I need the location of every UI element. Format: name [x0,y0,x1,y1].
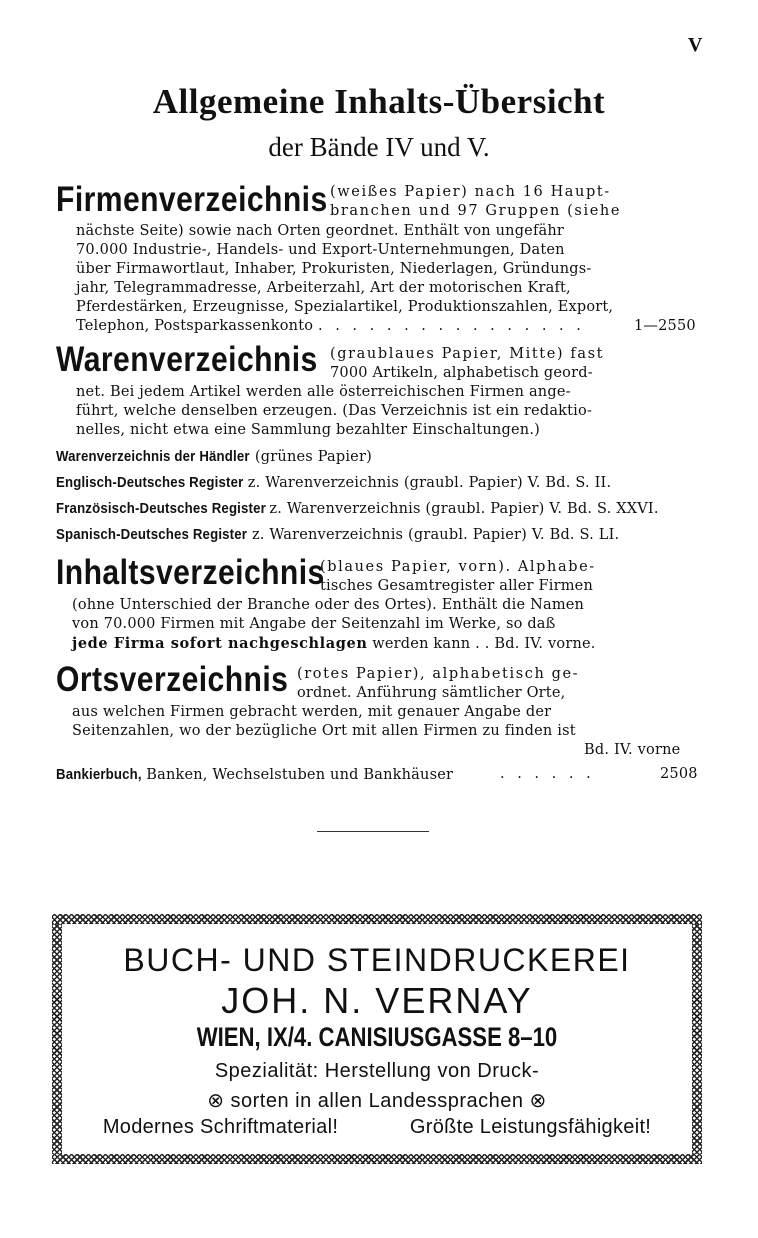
ortsverzeichnis-line: (rotes Papier), alphabetisch ge- [297,666,580,682]
ad-line: BUCH- UND STEINDRUCKEREI [123,942,631,978]
bankierbuch-dots: . . . . . . [500,766,595,782]
warenverzeichnis-line: nelles, nicht etwa eine Sammlung bezahlter Einschaltungen.) [76,422,540,438]
entry-row [56,525,619,545]
bankierbuch-pages: 2508 [660,766,698,782]
ortsverzeichnis-heading: Ortsverzeichnis [56,660,289,699]
entry-detail: z. Warenverzeichnis (graubl. Papier) V. Bd. S. II. [242,475,612,491]
ad-line: JOH. N. VERNAY [221,980,533,1021]
firmenverzeichnis-line: (weißes Papier) nach 16 Haupt- [330,184,611,200]
warenverzeichnis-line: 7000 Artikeln, alphabetisch geord- [330,365,593,381]
ad-line: Spezialität: Herstellung von Druck- [214,1060,540,1082]
page-subtitle: der Bände IV und V. [268,132,490,162]
entry-title: Englisch-Deutsches Register [56,474,244,491]
firmenverzeichnis-line: Telephon, Postsparkassenkonto [76,318,314,334]
firmenverzeichnis-line: branchen und 97 Gruppen (siehe [330,203,621,219]
firmenverzeichnis-pages: 1—2550 [634,318,696,334]
inhaltsverzeichnis-line: tisches Gesamtregister aller Firmen [320,578,593,594]
ornamental-border [52,1154,702,1164]
bankierbuch-detail: Banken, Wechselstuben und Bankhäuser [141,767,454,783]
ortsverzeichnis-line: ordnet. Anführung sämtlicher Orte, [297,685,566,701]
warenverzeichnis-line: führt, welche denselben erzeugen. (Das Verzeichnis ist ein redaktio- [76,403,593,419]
entry-detail: z. Warenverzeichnis (graubl. Papier) V. Bd. S. LI. [247,527,620,543]
inhaltsverzeichnis-heading: Inhaltsverzeichnis [56,553,325,592]
entry-row [56,447,372,467]
firmenverzeichnis-line: 70.000 Industrie-, Handels- und Export-Unternehmungen, Daten [76,242,565,258]
inhaltsverzeichnis-line: (ohne Unterschied der Branche oder des Ortes). Enthält die Namen [72,597,585,613]
ad-line: ⊗ sorten in allen Landessprachen ⊗ [207,1090,547,1112]
bankierbuch-row [56,765,453,785]
inhaltsverzeichnis-line: von 70.000 Firmen mit Angabe der Seitenzahl im Werke, so daß [72,616,556,632]
entry-title: Spanisch-Deutsches Register [56,526,248,543]
inhaltsverzeichnis-line: (blaues Papier, vorn). Alphabe- [320,559,596,575]
inhaltsverzeichnis-line [72,634,596,654]
bankierbuch-title: Bankierbuch, [56,766,142,783]
ortsverzeichnis-line: aus welchen Firmen gebracht werden, mit genauer Angabe der [72,704,552,720]
firmenverzeichnis-heading: Firmenverzeichnis [56,180,328,219]
entry-detail: (grünes Papier) [250,449,372,465]
firmenverzeichnis-dots: . . . . . . . . . . . . . . . . [318,318,585,334]
warenverzeichnis-line: (graublaues Papier, Mitte) fast [330,346,605,362]
entry-detail: z. Warenverzeichnis (graubl. Papier) V. Bd. S. XXVI. [264,501,659,517]
warenverzeichnis-heading: Warenverzeichnis [56,340,318,379]
entry-row [56,473,611,493]
entry-title: Warenverzeichnis der Händler [56,448,250,465]
inhaltsverzeichnis-ref: werden kann . . Bd. IV. vorne. [367,636,596,652]
entry-row [56,499,659,519]
advertisement-box [52,914,702,1164]
ad-slogan: Modernes Schriftmaterial! [102,1116,339,1138]
firmenverzeichnis-line: über Firmawortlaut, Inhaber, Prokuristen, Niederlagen, Gründungs- [76,261,592,277]
ad-slogan: Größte Leistungsfähigkeit! [409,1116,652,1138]
warenverzeichnis-line: net. Bei jedem Artikel werden alle österreichischen Firmen ange- [76,384,571,400]
firmenverzeichnis-line: Pferdestärken, Erzeugnisse, Spezialartikel, Produktionszahlen, Export, [76,299,614,315]
ornamental-border [52,914,702,924]
page-number: V [688,34,703,56]
ad-line: WIEN, IX/4. CANISIUSGASSE 8–10 [196,1022,558,1052]
ad-line [52,1116,702,1139]
firmenverzeichnis-line: jahr, Telegrammadresse, Arbeiterzahl, Art der motorischen Kraft, [76,280,571,296]
ortsverzeichnis-line: Seitenzahlen, wo der bezügliche Ort mit allen Firmen zu finden ist [72,723,576,739]
inhaltsverzeichnis-emphasis: jede Firma sofort nachgeschlagen [72,635,368,652]
firmenverzeichnis-line: nächste Seite) sowie nach Orten geordnet. Enthält von ungefähr [76,223,565,239]
page-title: Allgemeine Inhalts-Übersicht [152,82,606,121]
entry-title: Französisch-Deutsches Register [56,500,266,517]
ortsverzeichnis-ref: Bd. IV. vorne [584,742,681,758]
divider [317,831,429,832]
